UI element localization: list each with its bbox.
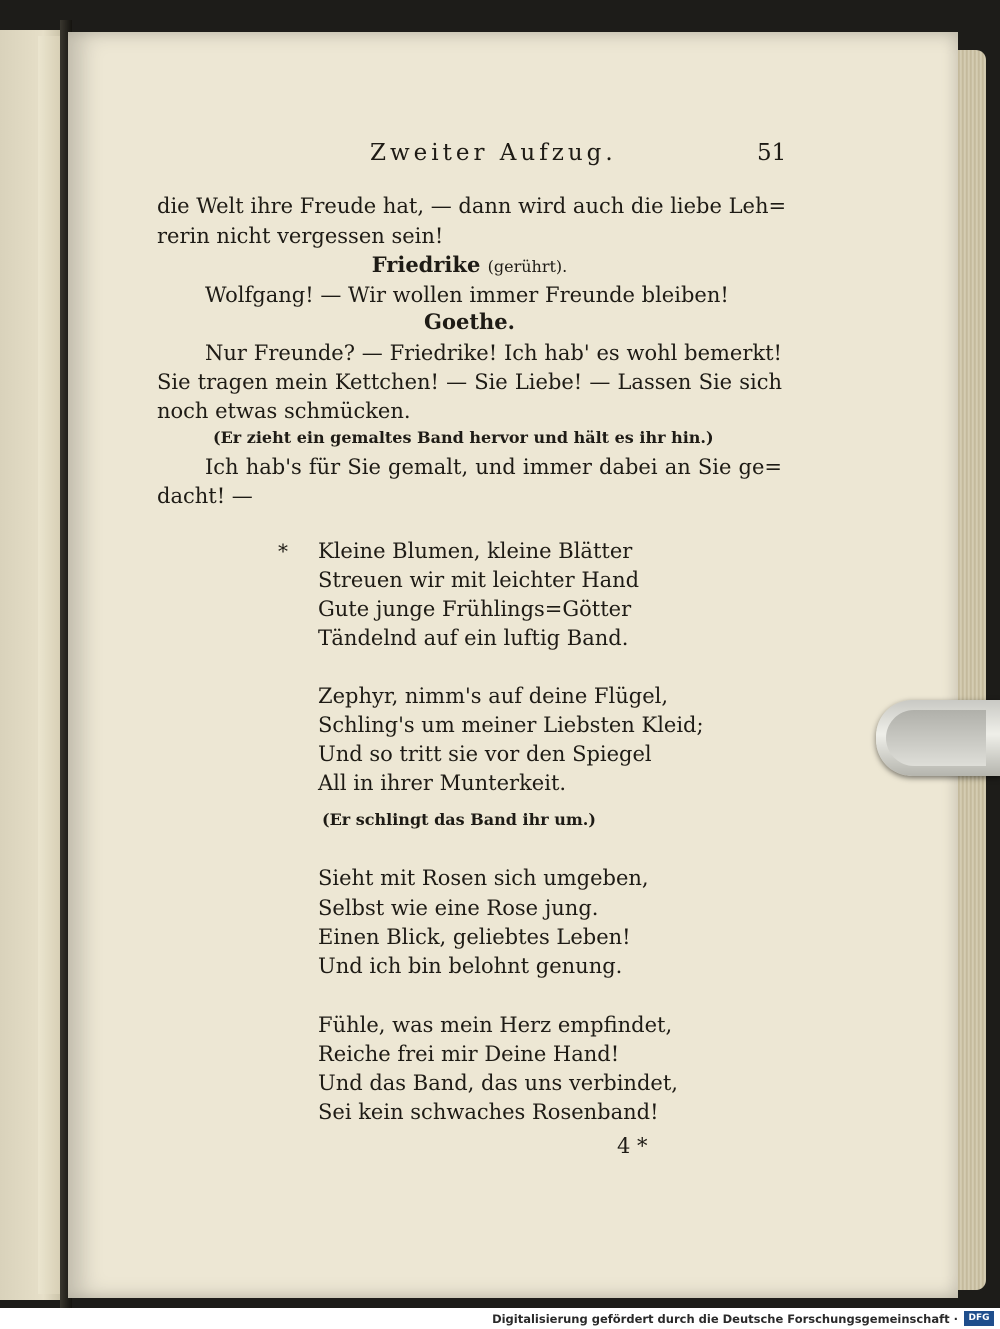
verse-line: Zephyr, nimm's auf deine Flügel, [318,684,669,708]
text-line: Nur Freunde? — Friedrike! Ich hab' es wohl bemerkt! [205,341,782,365]
text-line: dacht! — [157,484,253,508]
footnote-asterisk: * [278,539,288,563]
speaker-name: Friedrike [371,252,481,277]
verse-line: Selbst wie eine Rose jung. [318,896,599,920]
text-line: rerin nicht vergessen sein! [157,224,444,248]
verse-line: Streuen wir mit leichter Hand [318,568,640,592]
verse-line: Fühle, was mein Herz empfindet, [318,1013,673,1037]
text-line: noch etwas schmücken. [157,399,411,423]
verse-line: Gute junge Frühlings=Götter [318,597,632,621]
verse-line: Sieht mit Rosen sich umgeben, [318,866,649,890]
speaker-heading [157,309,782,334]
text-line: die Welt ihre Freude hat, — dann wird auch die liebe Leh= [157,194,787,218]
verse-line: Und so tritt sie vor den Spiegel [318,742,652,766]
text-line: Sie tragen mein Kettchen! — Sie Liebe! — Lassen Sie sich [157,370,782,394]
page-clip-inner [886,710,986,766]
verse-line: Und ich bin belohnt genung. [318,954,623,978]
speaker-heading [157,252,782,277]
text-line: Wolfgang! — Wir wollen immer Freunde bleiben! [205,283,729,307]
verse-line: Sei kein schwaches Rosenband! [318,1100,659,1124]
stage-direction: (Er schlingt das Band ihr um.) [322,810,596,829]
verse-line: Reiche frei mir Deine Hand! [318,1042,620,1066]
page-clip [876,700,1000,776]
running-header: Zweiter Aufzug. [370,140,617,166]
verse-line: Einen Blick, geliebtes Leben! [318,925,631,949]
stage-direction: (Er zieht ein gemaltes Band hervor und hält es ihr hin.) [213,428,714,447]
verse-line: Und das Band, das uns verbindet, [318,1071,678,1095]
text-line: Ich hab's für Sie gemalt, und immer dabei an Sie ge= [205,455,782,479]
left-page-edge [38,36,60,1294]
dfg-logo: DFG [964,1311,994,1326]
verse-line: Kleine Blumen, kleine Blätter [318,539,633,563]
funding-notice: Digitalisierung gefördert durch die Deutsche Forschungsgemeinschaft · [492,1312,958,1326]
verse-line: Schling's um meiner Liebsten Kleid; [318,713,704,737]
speaker-name: Goethe. [424,309,515,334]
stage-direction-inline: (gerührt). [487,257,568,276]
page-number: 51 [757,140,787,166]
signature-mark: 4 * [617,1134,648,1158]
verse-line: Tändelnd auf ein luftig Band. [318,626,629,650]
verse-line: All in ihrer Munterkeit. [318,771,567,795]
